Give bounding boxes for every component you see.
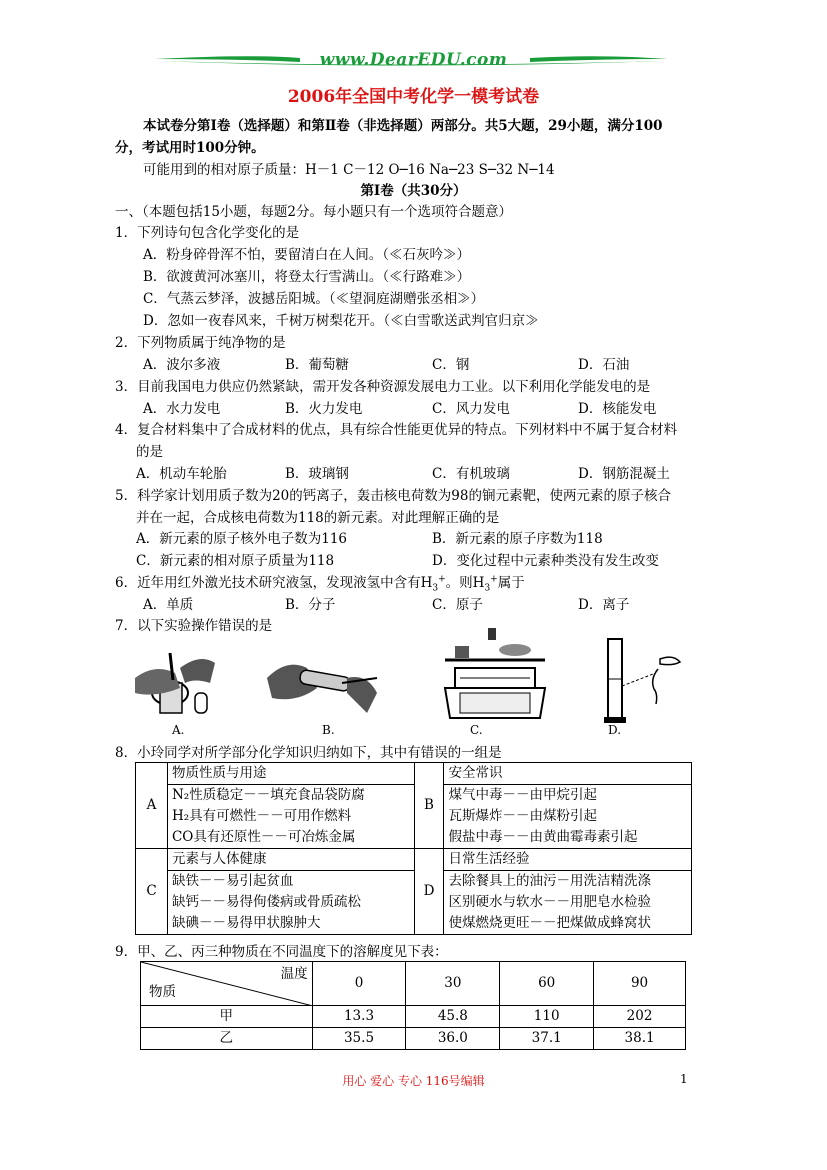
q8-a-heading: 物质性质与用途: [167, 763, 414, 785]
q7-figure-c-balance-icon: [440, 628, 550, 728]
q3-stem: 3．目前我国电力供应仍然紧缺，需开发各种资源发展电力工业。以下利用化学能发电的是: [115, 379, 651, 395]
q9-corner-cell: [141, 962, 313, 1006]
q1-option-d: D．忽如一夜春风来，千树万树梨花开。（≪白雪歌送武判官归京≫: [143, 313, 539, 329]
q2-option-a: A．波尔多液: [143, 357, 221, 373]
table-row: 甲 13.3 45.8 110 202: [141, 1006, 686, 1028]
q3-option-d: D．核能发电: [578, 401, 657, 417]
q3-option-b: B．火力发电: [285, 401, 363, 417]
q5-stem-line1: 5．科学家计划用质子数为20的钙离子，轰击核电荷数为98的锎元素靶，使两元素的原子核合: [115, 488, 671, 504]
q9-corner-top: 温度: [280, 966, 308, 982]
q8-c-items: 缺铁－－易引起贫血 缺钙－－易得佝偻病或骨质疏松 缺碘－－易得甲状腺肿大: [167, 871, 414, 935]
q9-temp-0: 0: [312, 962, 406, 1006]
q9-stem: 9．甲、乙、丙三种物质在不同温度下的溶解度见下表：: [115, 944, 448, 960]
q1-stem: 1．下列诗句包含化学变化的是: [115, 225, 300, 241]
q7-label-c: C.: [470, 723, 483, 737]
q8-d-letter: D: [414, 849, 444, 935]
q4-option-a: A．机动车轮胎: [136, 466, 227, 482]
q6-stem: 6．近年用红外激光技术研究液氢，发现液氢中含有$H_3^+$。则$H_3^+$属于: [115, 574, 525, 594]
intro-line2: 分，考试用时100分钟。: [115, 140, 265, 156]
q4-option-c: C．有机玻璃: [432, 466, 510, 482]
q5-option-c: C．新元素的相对原子质量为118: [136, 553, 335, 569]
q9-temp-30: 30: [406, 962, 500, 1006]
q6-option-d: D．离子: [578, 597, 630, 613]
q2-stem: 2．下列物质属于纯净物的是: [115, 335, 286, 351]
q7-figure-a-dropper-icon: [125, 638, 225, 728]
q8-table: [135, 762, 692, 935]
q3-option-c: C．风力发电: [432, 401, 510, 417]
q4-stem-line1: 4．复合材料集中了合成材料的优点，具有综合性能更优异的特点。下列材料中不属于复合材料: [115, 422, 678, 438]
q5-stem-line2: 并在一起，合成核电荷数为118的新元素。对此理解正确的是: [136, 510, 500, 526]
q7-figure-b-testtube-icon: [262, 638, 382, 728]
atomic-masses: 可能用到的相对原子质量：H－1 C－12 O─16 Na─23 S─32 N─14: [143, 162, 555, 178]
q3-option-a: A．水力发电: [143, 401, 221, 417]
q8-d-items: 去除餐具上的油污－用洗洁精洗涤 区别硬水与软水－－用肥皂水检验 使煤燃烧更旺－－把煤做成蜂窝状: [444, 871, 692, 935]
q4-stem-line2: 的是: [136, 444, 163, 460]
q2-option-b: B．葡萄糖: [285, 357, 349, 373]
q7-label-a: A.: [172, 723, 185, 737]
q8-a-items: N₂性质稳定－－填充食品袋防腐 H₂具有可燃性－－可用作燃料 CO具有还原性－－可冶炼金属: [167, 785, 414, 849]
q4-option-b: B．玻璃钢: [285, 466, 349, 482]
q9-table: [140, 961, 686, 1050]
section-title: 第Ⅰ卷（共30分）: [360, 183, 467, 199]
q5-option-b: B．新元素的原子序数为118: [432, 531, 603, 547]
q8-d-heading: 日常生活经验: [444, 849, 692, 871]
q4-option-d: D．钢筋混凝土: [578, 466, 670, 482]
q8-c-heading: 元素与人体健康: [167, 849, 414, 871]
q7-label-b: B.: [322, 723, 335, 737]
q1-option-b: B．欲渡黄河冰塞川，将登太行雪满山。（≪行路难≫）: [143, 269, 471, 285]
q8-stem: 8．小玲同学对所学部分化学知识归纳如下，其中有错误的一组是: [115, 745, 502, 761]
page-number: 1: [680, 1072, 688, 1086]
q8-b-heading: 安全常识: [444, 763, 692, 785]
q6-option-b: B．分子: [285, 597, 336, 613]
q2-option-c: C．钢: [432, 357, 470, 373]
footer-text: 用心 爱心 专心 116号编辑: [342, 1074, 485, 1088]
q8-a-letter: A: [136, 763, 168, 849]
q8-b-letter: B: [414, 763, 444, 849]
q6-option-c: C．原子: [432, 597, 483, 613]
q8-b-items: 煤气中毒－－由甲烷引起 瓦斯爆炸－－由煤粉引起 假盐中毒－－由黄曲霉毒素引起: [444, 785, 692, 849]
table-row: 乙 35.5 36.0 37.1 38.1: [141, 1028, 686, 1050]
q9-corner-bottom: 物质: [149, 984, 176, 1000]
q2-option-d: D．石油: [578, 357, 630, 373]
q9-temp-90: 90: [594, 962, 686, 1006]
q5-option-a: A．新元素的原子核外电子数为116: [136, 531, 348, 547]
page-title: 2006年全国中考化学一模考试卷: [287, 87, 540, 107]
q1-option-a: A．粉身碎骨浑不怕，要留清白在人间。（≪石灰吟≫）: [143, 247, 470, 263]
q9-temp-60: 60: [500, 962, 594, 1006]
q7-stem: 7．以下实验操作错误的是: [115, 618, 273, 634]
q7-figure-d-cylinder-icon: [598, 634, 688, 729]
q7-label-d: D.: [608, 723, 622, 737]
q6-option-a: A．单质: [143, 597, 194, 613]
q5-option-d: D．变化过程中元素种类没有发生改变: [432, 553, 659, 569]
section-instruction: 一、（本题包括15小题，每题2分。每小题只有一个选项符合题意）: [115, 204, 513, 220]
site-url[interactable]: www.DearEDU.com: [319, 50, 508, 70]
q1-option-c: C．气蒸云梦泽，波撼岳阳城。（≪望洞庭湖赠张丞相≫）: [143, 291, 485, 307]
intro-line1: 本试卷分第Ⅰ卷（选择题）和第Ⅱ卷（非选择题）两部分。共5大题，29小题，满分100: [143, 118, 663, 134]
q8-c-letter: C: [136, 849, 168, 935]
